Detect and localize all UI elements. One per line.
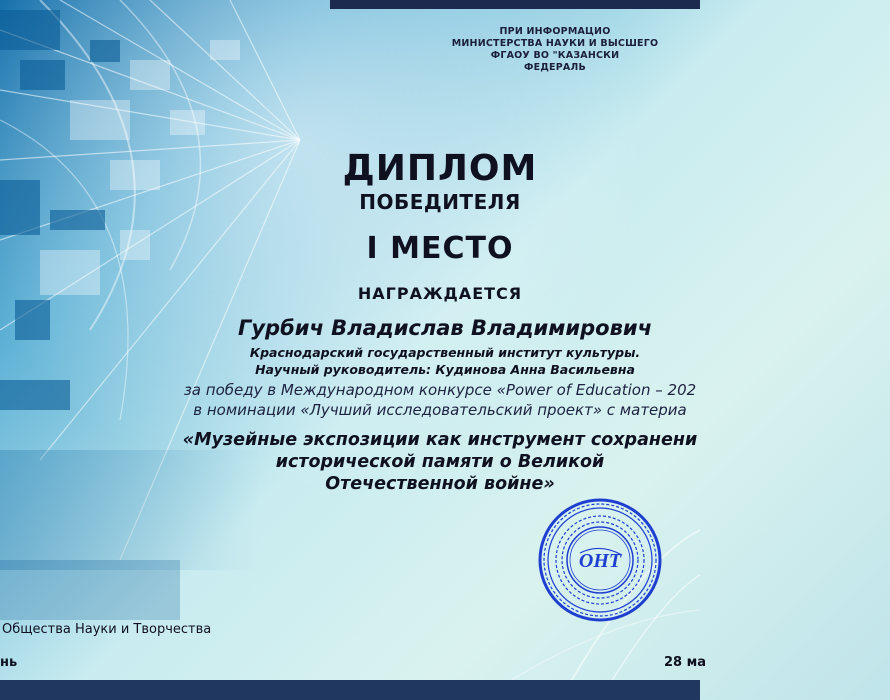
- reason-line-1: за победу в Международном конкурсе «Power of Education – 202: [183, 381, 697, 399]
- bottom-decor-strip: [0, 680, 700, 700]
- diploma-title: ДИПЛОМ: [342, 148, 538, 189]
- recipient-name: Гурбич Владислав Владимирович: [237, 316, 653, 340]
- project-title-line-1: «Музейные экспозиции как инструмент сохранени: [182, 430, 698, 450]
- recipient-advisor: Научный руководитель: Кудинова Анна Васильевна: [255, 362, 635, 377]
- organization-header: [405, 26, 705, 74]
- top-decor-strip: [330, 0, 700, 9]
- official-stamp: [530, 495, 670, 625]
- reason-line-2: в номинации «Лучший исследовательский проект» с материа: [193, 401, 687, 419]
- footer-city: нь: [0, 655, 18, 670]
- awarded-label: НАГРАЖДАЕТСЯ: [357, 284, 523, 303]
- footer-date: 28 ма: [664, 655, 707, 670]
- diploma-subtitle: ПОБЕДИТЕЛЯ: [359, 190, 521, 214]
- project-title-line-3: Отечественной войне»: [325, 474, 555, 494]
- header-line-3: ФГАОУ ВО "КАЗАНСКИ: [490, 50, 620, 61]
- stamp-center-text: ОНТ: [578, 550, 622, 572]
- project-title-line-2: исторической памяти о Великой: [275, 452, 605, 472]
- header-line-1: ПРИ ИНФОРМАЦИО: [499, 26, 611, 37]
- header-line-4: ФЕДЕРАЛЬ: [524, 62, 586, 73]
- footer-society: Общества Науки и Творчества: [2, 622, 212, 637]
- recipient-institution: Краснодарский государственный институт культуры.: [249, 345, 641, 360]
- header-line-2: МИНИСТЕРСТВА НАУКИ И ВЫСШЕГО: [451, 38, 659, 49]
- place-label: I МЕСТО: [366, 231, 514, 266]
